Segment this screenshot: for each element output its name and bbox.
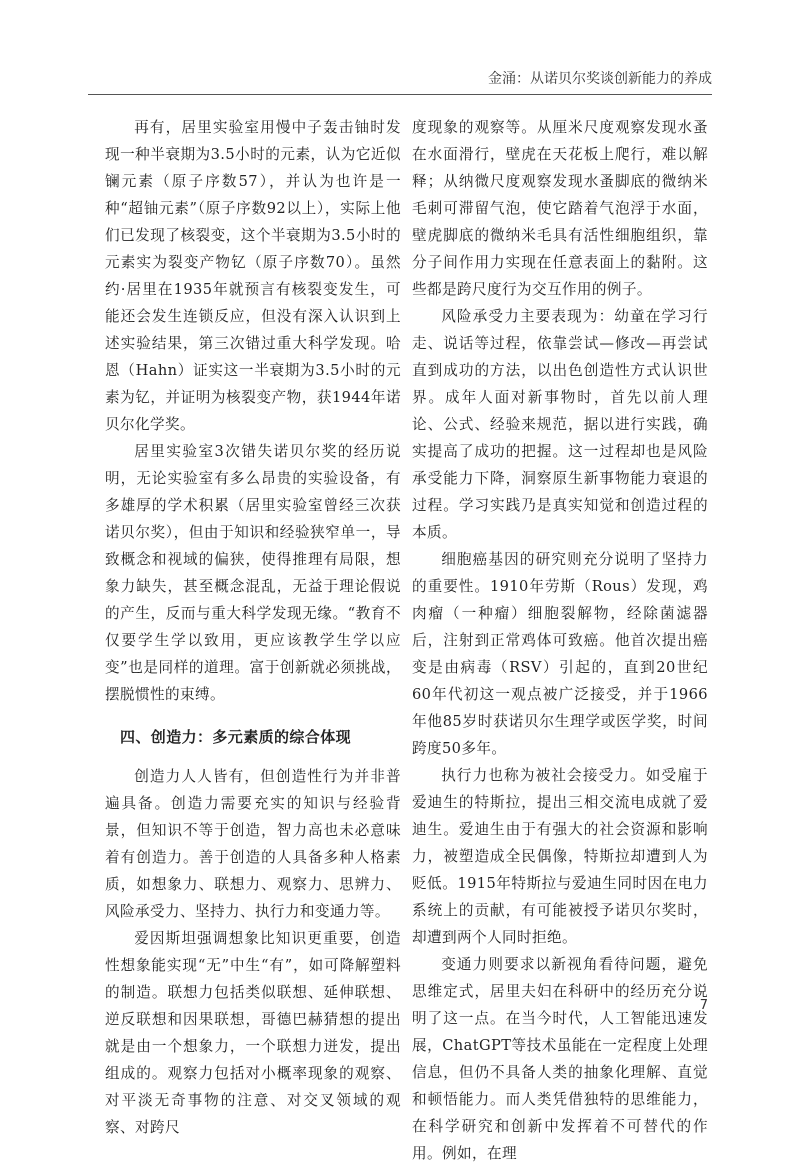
- paragraph: 风险承受力主要表现为：幼童在学习行走、说话等过程，依靠尝试—修改—再尝试直到成功的方法，以出色创造性方式认识世界。成年人面对新事物时，首先以前人理论、公式、经验来规范，据以进行实践，确实提高了成功的把握。这一过程却也是风险承受能力下降，洞察原生新事物能力衰退的过程。学习实践乃是真实知觉和创造过程的本质。: [412, 308, 708, 541]
- paragraph: 再有，居里实验室用慢中子轰击铀时发现一种半衰期为3.5小时的元素，认为它近似镧元素（原子序数57），并认为也许是一种“超铀元素”（原子序数92以上），实际上他们已发现了核裂变，这个半衰期为3.5小时的元素实为裂变产物钇（原子序数70）。虽然约·居里在1935年就预言有核裂变发生，可能还会发生连锁反应，但没有深入认识到上述实验结果，第三次错过重大科学发现。哈恩（Hahn）证实这一半衰期为3.5小时的元素为钇，并证明为核裂变产物，获1944年诺贝尔化学奖。: [105, 119, 401, 433]
- left-column: [105, 114, 401, 1141]
- page-number: 7: [699, 998, 708, 1013]
- paragraph: 变通力则要求以新视角看待问题，避免思维定式，居里夫妇在科研中的经历充分说明了这一点。在当今时代，人工智能迅速发展，ChatGPT等技术虽能在一定程度上处理信息，但仍不具备人类的抽象化理解、直觉和顿悟能力。而人类凭借独特的思维能力，在科学研究和创新中发挥着不可替代的作用。例如，在理: [412, 956, 708, 1162]
- header-rule: [88, 94, 712, 95]
- paragraph: 执行力也称为被社会接受力。如受雇于爱迪生的特斯拉，提出三相交流电成就了爱迪生。爱迪生由于有强大的社会资源和影响力，被塑造成全民偶像，特斯拉却遭到人为贬低。1915年特斯拉与爱迪生同时因在电力系统上的贡献，有可能被授予诺贝尔奖时，却遭到两个人同时拒绝。: [412, 767, 708, 946]
- running-title: 金涌：从诺贝尔奖谈创新能力的养成: [488, 71, 712, 87]
- paragraph: 创造力人人皆有，但创造性行为并非普遍具备。创造力需要充实的知识与经验背景，但知识不等于创造，智力高也未必意味着有创造力。善于创造的人具备多种人格素质，如想象力、联想力、观察力、思辨力、风险承受力、坚持力、执行力和变通力等。: [105, 768, 401, 920]
- right-column: [412, 114, 708, 1167]
- paragraph: 细胞癌基因的研究则充分说明了坚持力的重要性。1910年劳斯（Rous）发现，鸡肉瘤（一种瘤）细胞裂解物，经除菌滤器后，注射到正常鸡体可致癌。他首次提出癌变是由病毒（RSV）引起的，直到20世纪60年代初这一观点被广泛接受，并于1966年他85岁时获诺贝尔生理学或医学奖，时间跨度50多年。: [412, 551, 708, 757]
- paragraph: 居里实验室3次错失诺贝尔奖的经历说明，无论实验室有多么昂贵的实验设备，有多雄厚的学术积累（居里实验室曾经三次获诺贝尔奖），但由于知识和经验狭窄单一，导致概念和视域的偏狭，使得推理有局限，想象力缺失，甚至概念混乱，无益于理论假说的产生，反而与重大科学发现无缘。“教育不仅要学生学以致用，更应该教学生学以应变”也是同样的道理。富于创新就必须挑战，摆脱惯性的束缚。: [105, 443, 401, 703]
- paragraph-continued: 度现象的观察等。从厘米尺度观察发现水蚤在水面滑行，壁虎在天花板上爬行，难以解释；从纳微尺度观察发现水蚤脚底的微纳米毛刺可滞留气泡，使它踏着气泡浮于水面，壁虎脚底的微纳米毛具有活性细胞组织，靠分子间作用力实现在任意表面上的黏附。这些都是跨尺度行为交互作用的例子。: [412, 119, 708, 298]
- section-heading: 四、创造力：多元素质的综合体现: [120, 728, 352, 746]
- paragraph: 爱因斯坦强调想象比知识更重要，创造性想象能实现“无”中生“有”，如可降解塑料的制造。联想力包括类似联想、延伸联想、逆反联想和因果联想，哥德巴赫猜想的提出就是由一个想象力，一个联想力迸发，提出组成的。观察力包括对小概率现象的观察、对平淡无奇事物的注意、对交叉领域的观察、对跨尺: [105, 930, 401, 1136]
